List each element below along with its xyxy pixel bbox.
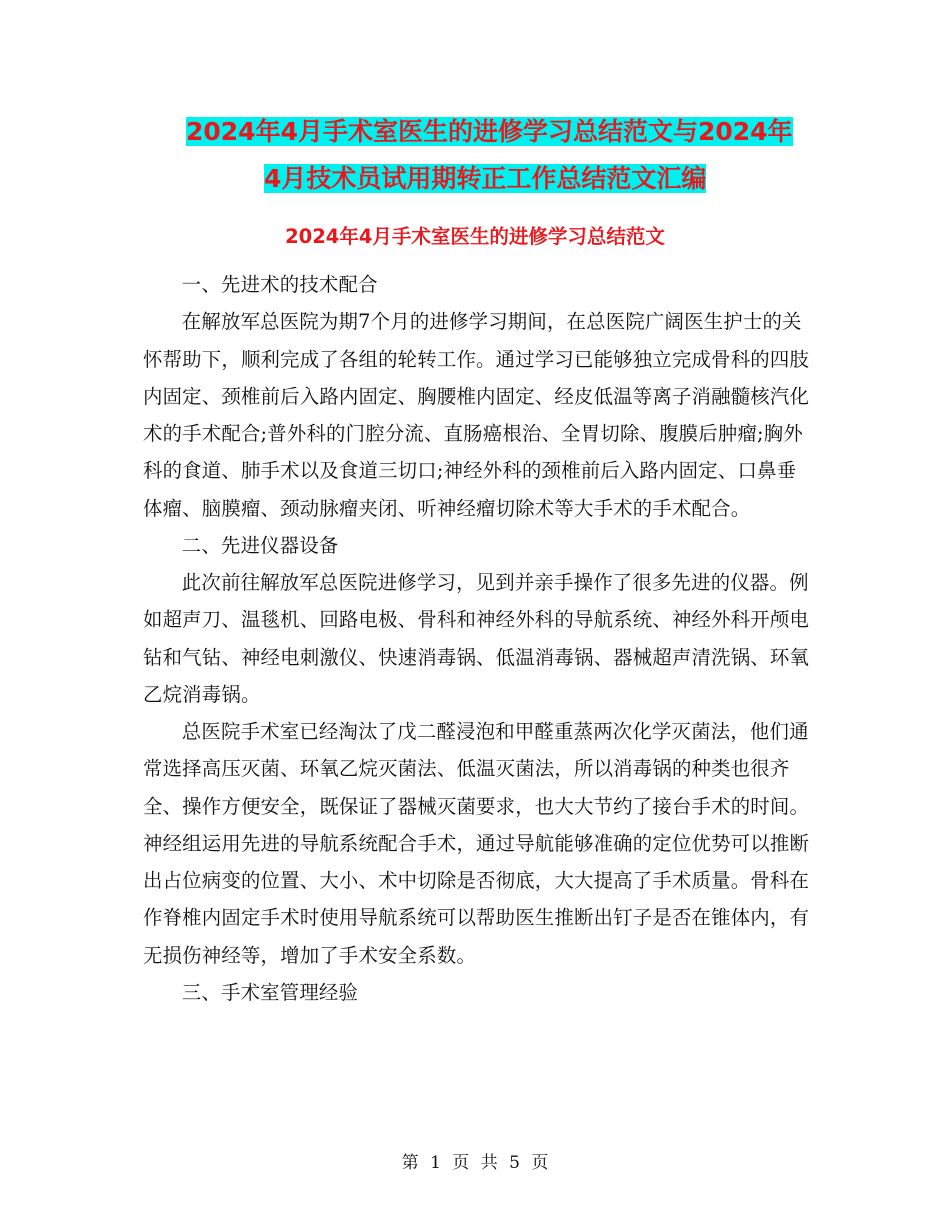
section-title: 2024年4月手术室医生的进修学习总结范文 bbox=[285, 225, 665, 248]
heading-technical-cooperation: 一、先进术的技术配合 bbox=[181, 273, 378, 296]
page-footer: 第 1 页 共 5 页 bbox=[401, 1153, 549, 1173]
document-title bbox=[0, 108, 950, 202]
document-body bbox=[143, 266, 811, 1011]
paragraph-sterilization: 总医院手术室已经淘汰了戊二醛浸泡和甲醛重蒸两次化学灭菌法，他们通常选择高压灭菌、环氧乙烷灭菌法、低温灭菌法，所以消毒锅的种类也很齐全、操作方便安全，既保证了器械灭菌要求，也大大节约了接台手术的时间。神经组运用先进的导航系统配合手术，通过导航能够准确的定位优势可以推断出占位病变的位置、大小、术中切除是否彻底，大大提高了手术质量。骨科在作脊椎内固定手术时使用导航系统可以帮助医生推断出钉子是否在锥体内，有无损伤神经等，增加了手术安全系数。 bbox=[143, 720, 810, 967]
paragraph-equipment-list: 此次前往解放军总医院进修学习，见到并亲手操作了很多先进的仪器。例如超声刀、温毯机、回路电极、骨科和神经外科的导航系统、神经外科开颅电钻和气钻、神经电刺激仪、快速消毒锅、低温消毒锅、器械超声清洗锅、环氧乙烷消毒锅。 bbox=[143, 571, 810, 706]
paragraph-training-overview: 在解放军总医院为期7个月的进修学习期间，在总医院广阔医生护士的关怀帮助下，顺利完成了各组的轮转工作。通过学习已能够独立完成骨科的四肢内固定、颈椎前后入路内固定、胸腰椎内固定、经皮低温等离子消融髓核汽化术的手术配合;普外科的门腔分流、直肠癌根治、全胃切除、腹膜后肿瘤;胸外科的食道、肺手术以及食道三切口;神经外科的颈椎前后入路内固定、口鼻垂体瘤、脑膜瘤、颈动脉瘤夹闭、听神经瘤切除术等大手术的手术配合。 bbox=[143, 310, 810, 520]
heading-management-experience: 三、手术室管理经验 bbox=[181, 980, 359, 1004]
document-title-line-1: 2024年4月手术室医生的进修学习总结范文与2024年 bbox=[186, 117, 793, 146]
document-title-line-2: 4月技术员试用期转正工作总结范文汇编 bbox=[264, 164, 707, 193]
heading-advanced-equipment: 二、先进仪器设备 bbox=[181, 533, 339, 557]
